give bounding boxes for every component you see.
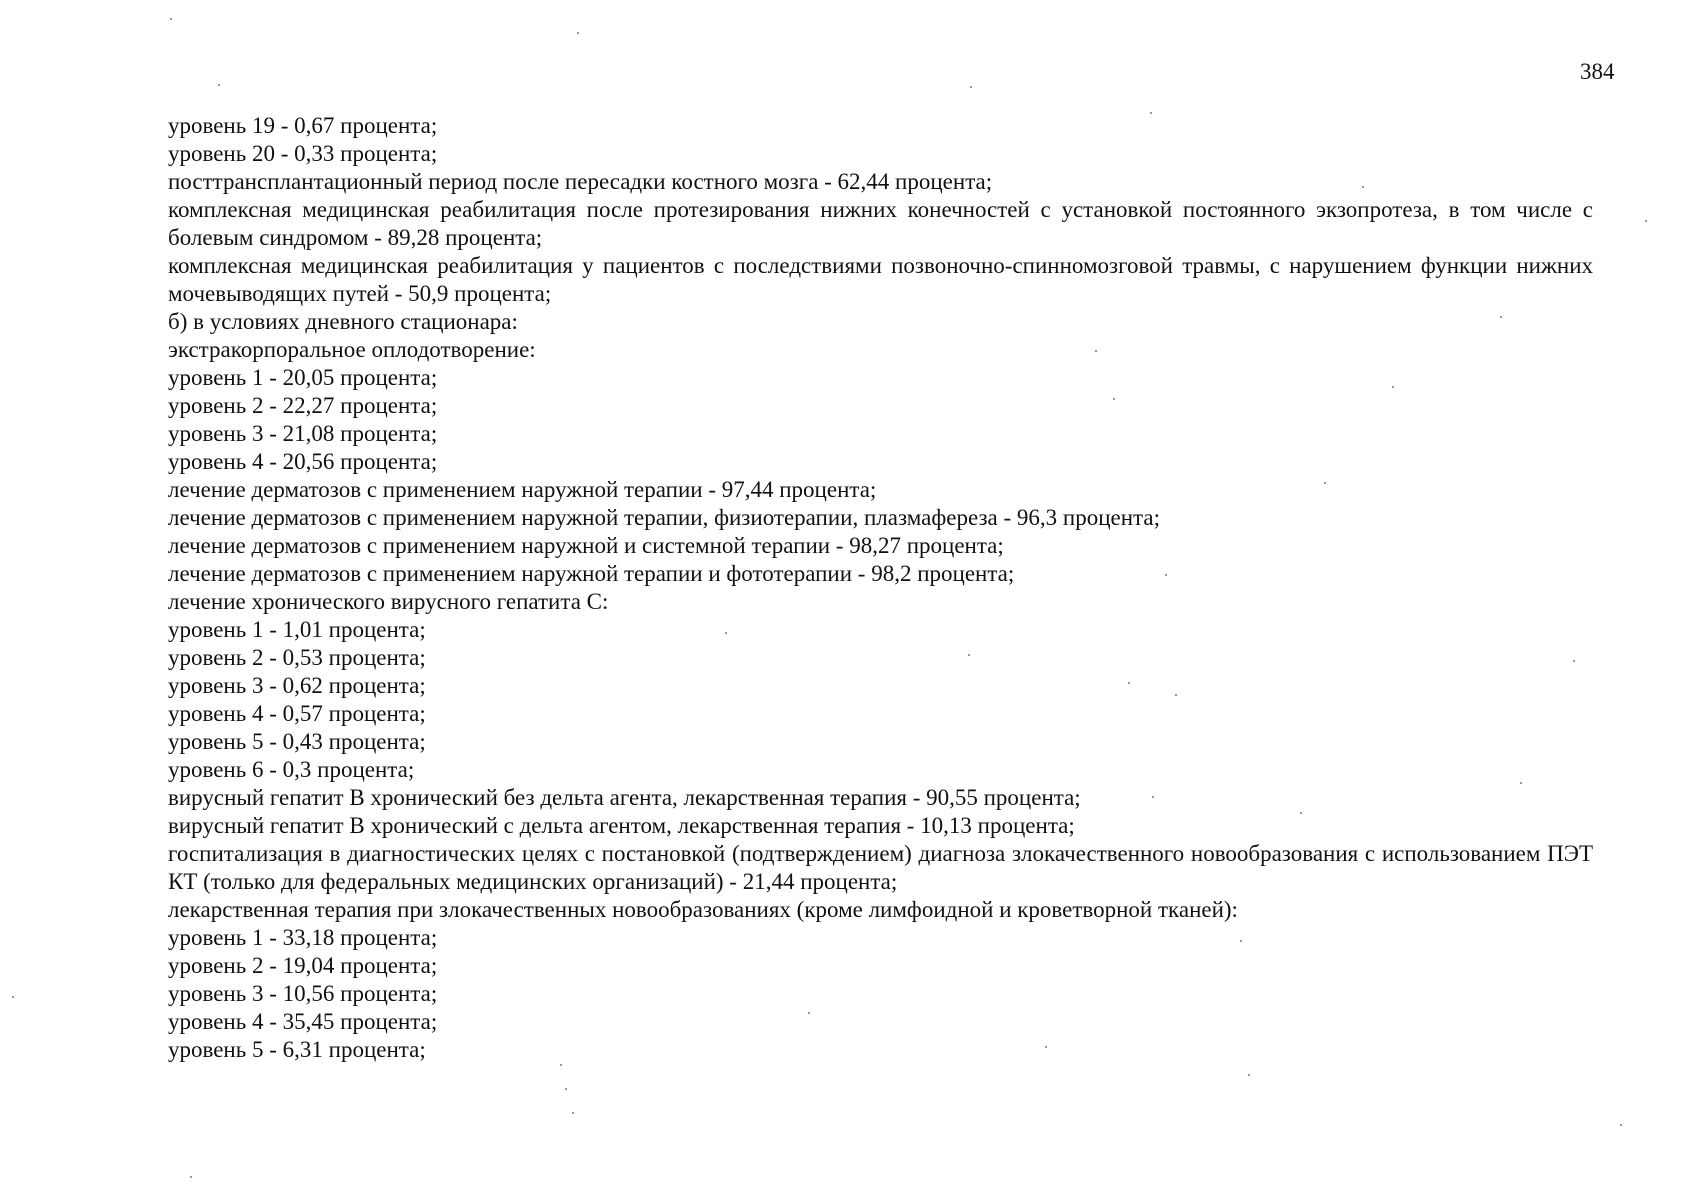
text-line: вирусный гепатит B хронический с дельта агентом, лекарственная терапия - 10,13 процента; xyxy=(168,813,1075,838)
scan-speck xyxy=(577,32,579,34)
text-line: уровень 5 - 0,43 процента; xyxy=(168,729,426,754)
scan-speck xyxy=(1362,186,1364,188)
scan-speck xyxy=(1045,1046,1047,1048)
text-line: уровень 3 - 10,56 процента; xyxy=(168,981,438,1006)
scan-speck xyxy=(1324,482,1326,484)
scan-speck xyxy=(565,1088,567,1090)
page-number: 384 xyxy=(1580,59,1615,84)
text-line: лечение хронического вирусного гепатита C: xyxy=(168,589,609,614)
text-line: уровень 20 - 0,33 процента; xyxy=(168,141,438,166)
text-line: б) в условиях дневного стационара: xyxy=(168,309,518,334)
text-paragraph: комплексная медицинская реабилитация у пациентов с последствиями позвоночно-спинномозговой травмы, с нарушением функции нижних мочевыводящих путей - 50,9 процента; xyxy=(168,253,1593,306)
text-line: уровень 2 - 19,04 процента; xyxy=(168,953,438,978)
text-line: лечение дерматозов с применением наружной терапии, физиотерапии, плазмафереза - 96,3 процента; xyxy=(168,505,1160,530)
text-line: уровень 1 - 1,01 процента; xyxy=(168,617,426,642)
text-line: уровень 1 - 20,05 процента; xyxy=(168,365,438,390)
text-paragraph: комплексная медицинская реабилитация после протезирования нижних конечностей с установкой постоянного экзопротеза, в том числе с болевым синдромом - 89,28 процента; xyxy=(168,197,1593,250)
text-line: уровень 4 - 35,45 процента; xyxy=(168,1009,438,1034)
scan-speck xyxy=(1152,796,1154,798)
scan-speck xyxy=(1240,940,1242,942)
text-line: уровень 2 - 22,27 процента; xyxy=(168,393,438,418)
text-line: лекарственная терапия при злокачественных новообразованиях (кроме лимфоидной и кроветворной тканей): xyxy=(168,897,1238,922)
text-line: уровень 2 - 0,53 процента; xyxy=(168,645,426,670)
text-line: лечение дерматозов с применением наружной терапии - 97,44 процента; xyxy=(168,477,877,502)
scan-speck xyxy=(12,996,14,998)
scan-speck xyxy=(1175,694,1177,696)
scan-speck xyxy=(190,1176,192,1178)
scan-speck xyxy=(808,1012,810,1014)
scan-speck xyxy=(725,632,727,634)
text-paragraph: госпитализация в диагностических целях с постановкой (подтверждением) диагноза злокачественного новообразования с использованием ПЭТ КТ (только для федеральных медицинских организаций) - 21,44 процента; xyxy=(168,841,1593,894)
scan-speck xyxy=(1165,574,1167,576)
scan-speck xyxy=(572,1112,574,1114)
scan-speck xyxy=(968,654,970,656)
scan-speck xyxy=(1645,220,1647,222)
text-line: уровень 19 - 0,67 процента; xyxy=(168,113,438,138)
text-line: уровень 4 - 0,57 процента; xyxy=(168,701,426,726)
scan-speck xyxy=(1392,386,1394,388)
scan-speck xyxy=(1520,782,1522,784)
text-line: уровень 3 - 21,08 процента; xyxy=(168,421,438,446)
text-line: лечение дерматозов с применением наружной и системной терапии - 98,27 процента; xyxy=(168,533,1004,558)
text-line: уровень 4 - 20,56 процента; xyxy=(168,449,438,474)
document-body xyxy=(168,112,1593,1064)
scan-speck xyxy=(1573,660,1575,662)
text-line: уровень 5 - 6,31 процента; xyxy=(168,1037,426,1062)
scan-speck xyxy=(1500,316,1502,318)
scan-speck xyxy=(1095,350,1097,352)
scan-speck xyxy=(560,1064,562,1066)
text-line: уровень 3 - 0,62 процента; xyxy=(168,673,426,698)
scan-speck xyxy=(1150,112,1152,114)
text-line: уровень 6 - 0,3 процента; xyxy=(168,757,415,782)
scan-speck xyxy=(1113,398,1115,400)
scan-speck xyxy=(1248,1074,1250,1076)
text-line: экстракорпоральное оплодотворение: xyxy=(168,337,536,362)
scan-speck xyxy=(1300,812,1302,814)
text-line: вирусный гепатит B хронический без дельта агента, лекарственная терапия - 90,55 процента; xyxy=(168,785,1081,810)
scan-speck xyxy=(1128,682,1130,684)
text-line: уровень 1 - 33,18 процента; xyxy=(168,925,438,950)
scan-speck xyxy=(218,84,220,86)
scan-speck xyxy=(170,18,172,20)
scan-speck xyxy=(970,86,972,88)
text-line: посттрансплантационный период после пересадки костного мозга - 62,44 процента; xyxy=(168,169,993,194)
text-line: лечение дерматозов с применением наружной терапии и фототерапии - 98,2 процента; xyxy=(168,561,1015,586)
scan-speck xyxy=(1620,1124,1622,1126)
